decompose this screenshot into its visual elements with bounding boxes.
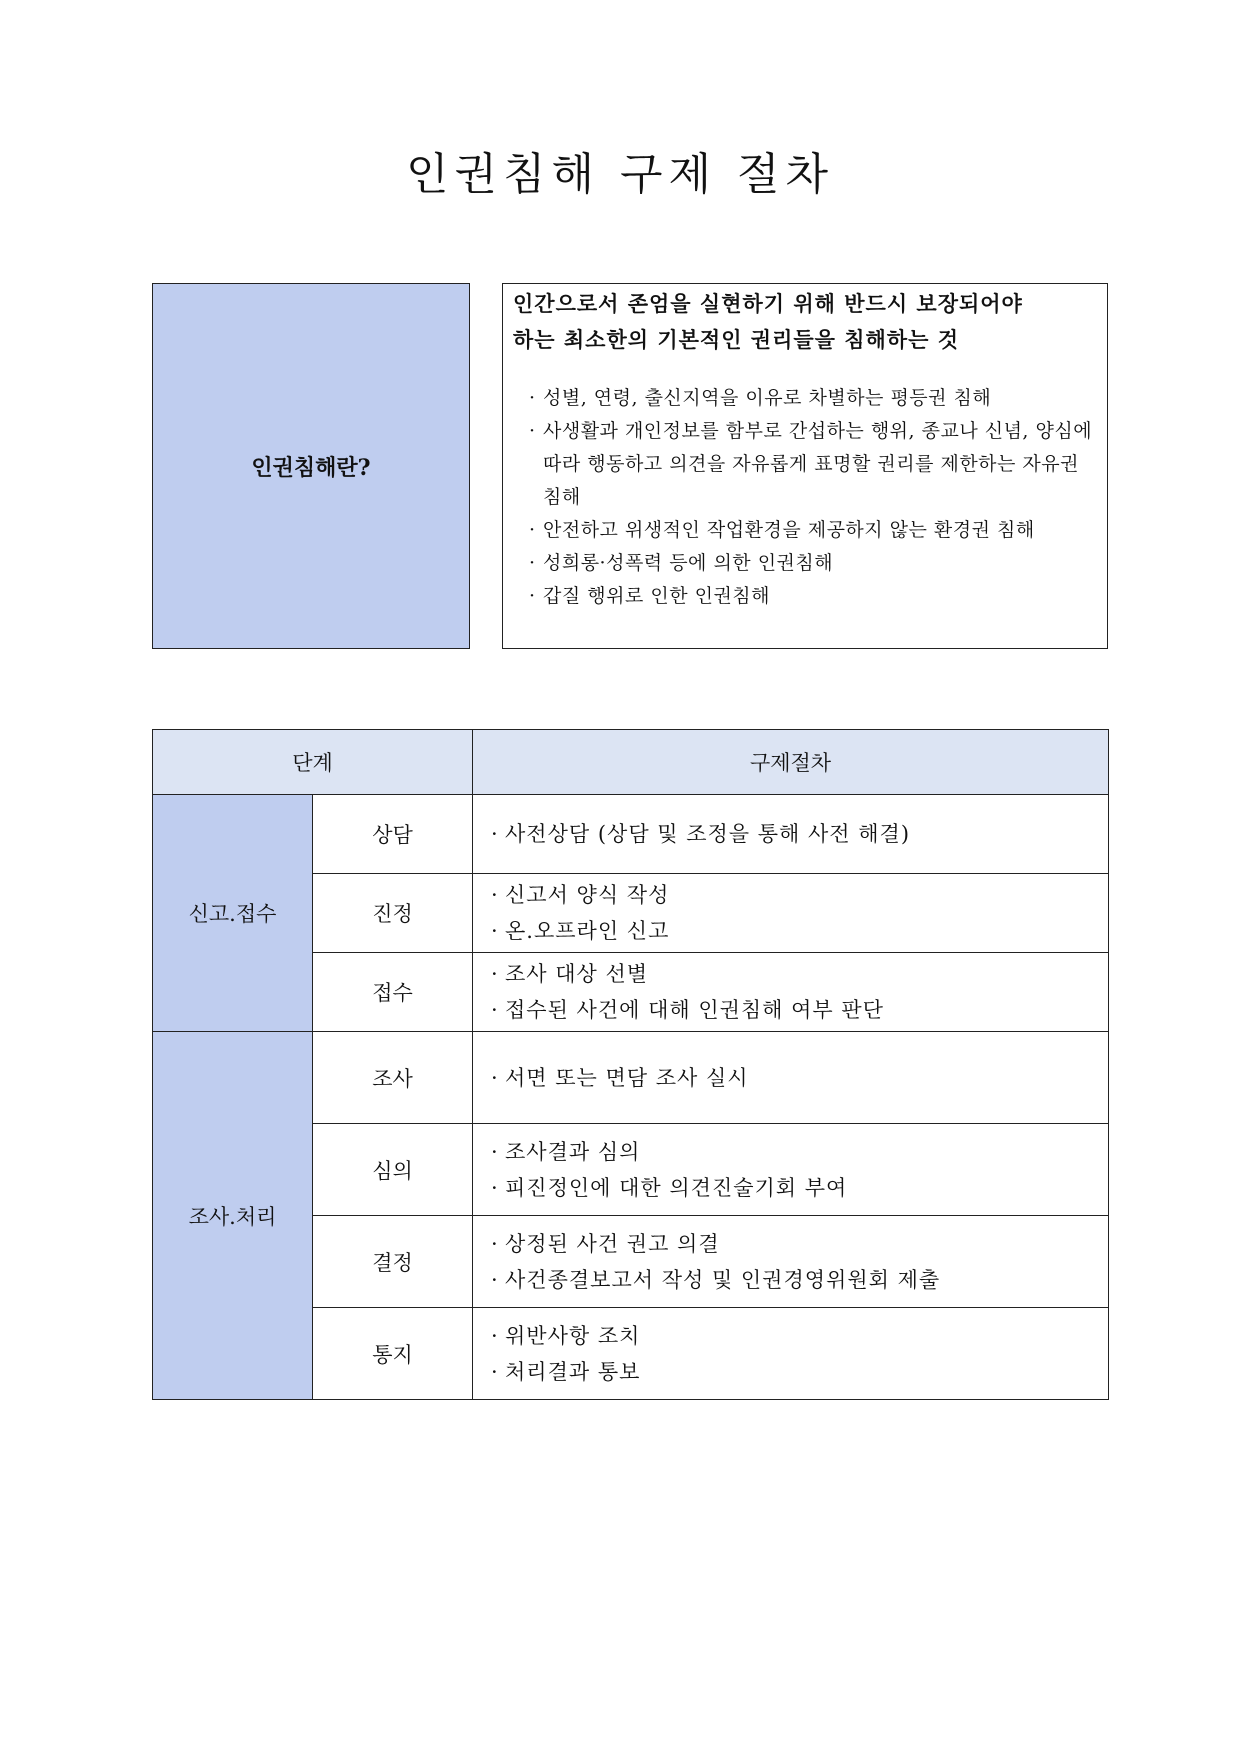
definition-item: · 갑질 행위로 인한 인권침해: [529, 580, 1097, 613]
action-cell: [473, 874, 1109, 953]
action-cell: [473, 953, 1109, 1032]
action-item: · 신고서 양식 작성: [491, 877, 1108, 913]
procedure-table: [152, 729, 1109, 1400]
definition-summary-line-1: 인간으로서 존엄을 실현하기 위해 반드시 보장되어야: [513, 291, 1023, 316]
definition-item: · 성별, 연령, 출신지역을 이유로 차별하는 평등권 침해: [529, 382, 1097, 415]
table-row: [153, 1032, 1109, 1124]
header-procedure: 구제절차: [473, 730, 1109, 795]
step-intake: 접수: [313, 953, 473, 1032]
step-decision: 결정: [313, 1216, 473, 1308]
group-report-intake: 신고.접수: [153, 795, 313, 1032]
action-cell: [473, 795, 1109, 874]
action-item: · 사전상담 (상담 및 조정을 통해 사전 해결): [491, 816, 1108, 852]
table-row: [153, 795, 1109, 874]
definition-label: 인권침해란?: [251, 454, 371, 481]
step-investigation: 조사: [313, 1032, 473, 1124]
action-item: · 피진정인에 대한 의견진술기회 부여: [491, 1170, 1108, 1206]
procedure-header-row: [153, 730, 1109, 795]
header-stage: 단계: [153, 730, 473, 795]
definition-item: · 성희롱·성폭력 등에 의한 인권침해: [529, 547, 1097, 580]
step-notification: 통지: [313, 1308, 473, 1400]
definition-list: [513, 382, 1097, 613]
action-cell: [473, 1032, 1109, 1124]
action-item: · 조사 대상 선별: [491, 956, 1108, 992]
page-title: 인권침해 구제 절차: [405, 149, 834, 200]
definition-summary: [513, 286, 1097, 358]
definition-label-box: [152, 283, 470, 649]
action-item: · 처리결과 통보: [491, 1354, 1108, 1390]
action-item: · 서면 또는 면담 조사 실시: [491, 1060, 1108, 1096]
definition-item: · 안전하고 위생적인 작업환경을 제공하지 않는 환경권 침해: [529, 514, 1097, 547]
step-petition: 진정: [313, 874, 473, 953]
definition-item: · 사생활과 개인정보를 함부로 간섭하는 행위, 종교나 신념, 양심에 따라 행동하고 의견을 자유롭게 표명할 권리를 제한하는 자유권 침해: [529, 415, 1097, 514]
definition-content-box: [502, 283, 1108, 649]
action-item: · 온.오프라인 신고: [491, 913, 1108, 949]
action-cell: [473, 1216, 1109, 1308]
action-cell: [473, 1308, 1109, 1400]
action-item: · 사건종결보고서 작성 및 인권경영위원회 제출: [491, 1262, 1108, 1298]
action-item: · 위반사항 조치: [491, 1318, 1108, 1354]
action-item: · 상정된 사건 권고 의결: [491, 1226, 1108, 1262]
step-consultation: 상담: [313, 795, 473, 874]
definition-summary-line-2: 하는 최소한의 기본적인 권리들을 침해하는 것: [513, 327, 959, 352]
step-deliberation: 심의: [313, 1124, 473, 1216]
action-cell: [473, 1124, 1109, 1216]
action-item: · 접수된 사건에 대해 인권침해 여부 판단: [491, 992, 1108, 1028]
action-item: · 조사결과 심의: [491, 1134, 1108, 1170]
group-investigation-processing: 조사.처리: [153, 1032, 313, 1400]
